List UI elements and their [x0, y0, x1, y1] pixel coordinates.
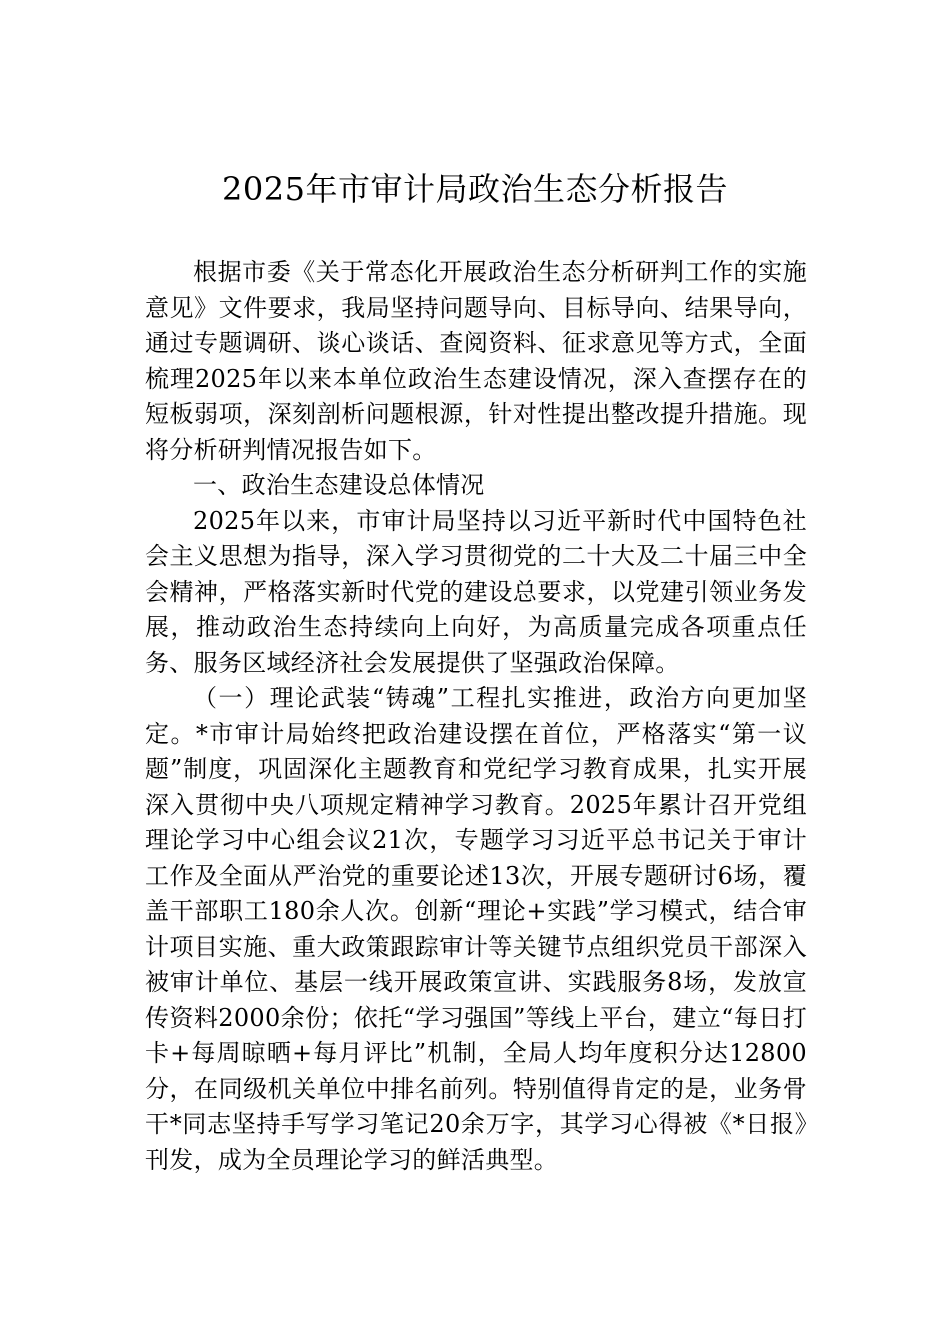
- overview-paragraph: 2025年以来，市审计局坚持以习近平新时代中国特色社会主义思想为指导，深入学习贯彻党的二十大及二十届三中全会精神，严格落实新时代党的建设总要求，以党建引领业务发展，推动政治生态持续向上向好，为高质量完成各项重点任务、服务区域经济社会发展提供了坚强政治保障。: [145, 506, 807, 677]
- document-title: 2025年市审计局政治生态分析报告: [222, 170, 728, 208]
- subsection-paragraph: （一）理论武装“铸魂”工程扎实推进，政治方向更加坚定。*市审计局始终把政治建设摆在首位，严格落实“第一议题”制度，巩固深化主题教育和党纪学习教育成果，扎实开展深入贯彻中央八项规定精神学习教育。2025年累计召开党组理论学习中心组会议21次，专题学习习近平总书记关于审计工作及全面从严治党的重要论述13次，开展专题研讨6场，覆盖干部职工180余人次。创新“理论+实践”学习模式，结合审计项目实施、重大政策跟踪审计等关键节点组织党员干部深入被审计单位、基层一线开展政策宣讲、实践服务8场，发放宣传资料2000余份；依托“学习强国”等线上平台，建立“每日打卡+每周晾晒+每月评比”机制，全局人均年度积分达12800分，在同级机关单位中排名前列。特别值得肯定的是，业务骨干*同志坚持手写学习笔记20余万字，其学习心得被《*日报》刊发，成为全员理论学习的鲜活典型。: [145, 684, 807, 1174]
- document-body: [145, 255, 807, 1178]
- intro-paragraph: 根据市委《关于常态化开展政治生态分析研判工作的实施意见》文件要求，我局坚持问题导向、目标导向、结果导向，通过专题调研、谈心谈话、查阅资料、征求意见等方式，全面梳理2025年以来本单位政治生态建设情况，深入查摆存在的短板弱项，深刻剖析问题根源，针对性提出整改提升措施。现将分析研判情况报告如下。: [145, 258, 807, 464]
- section-heading: 一、政治生态建设总体情况: [193, 471, 485, 499]
